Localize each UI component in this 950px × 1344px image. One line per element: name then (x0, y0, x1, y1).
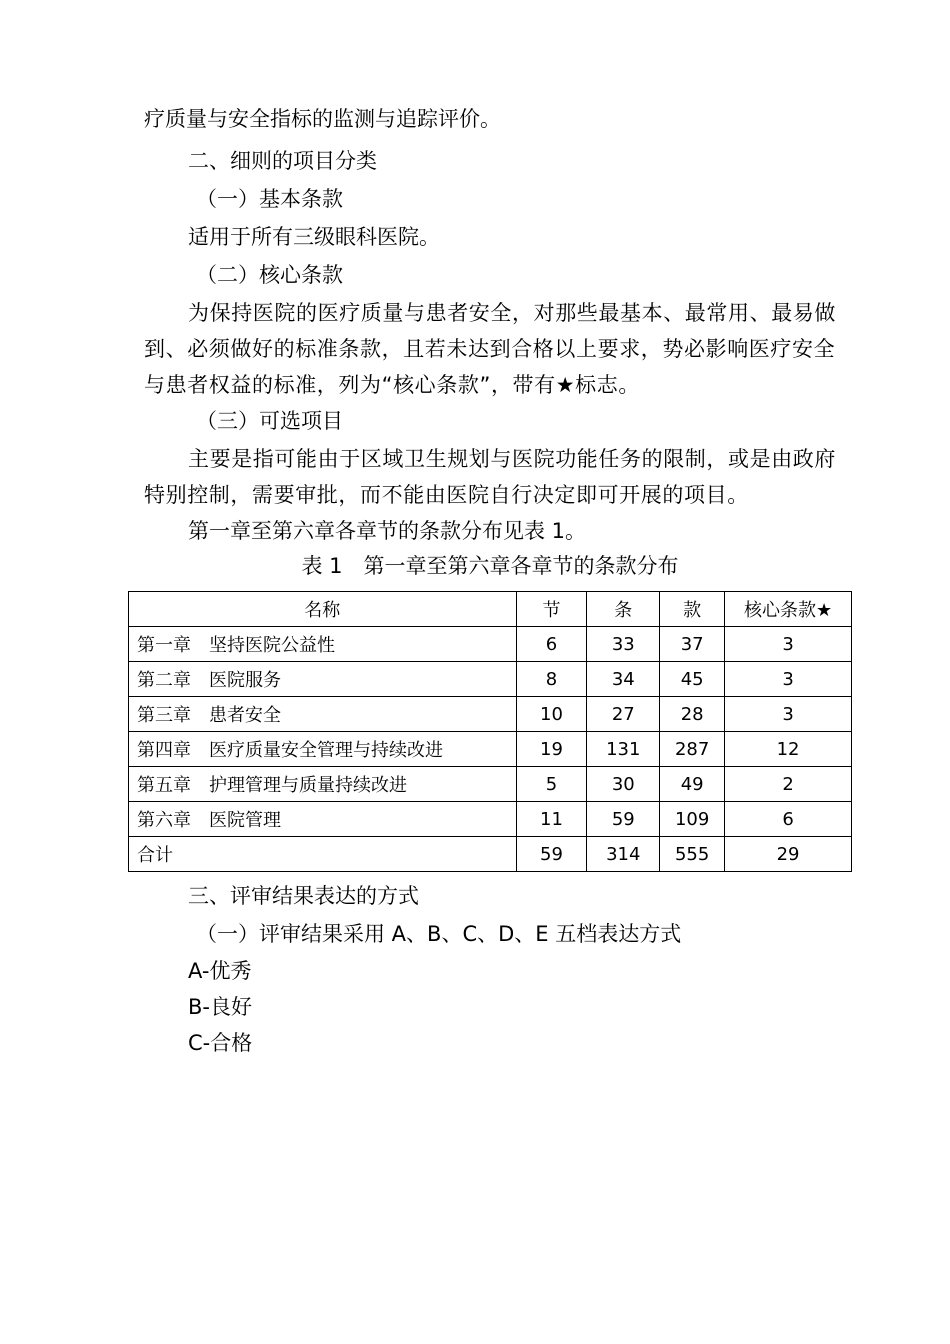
row-clauses: 28 (660, 697, 725, 732)
row-articles: 131 (587, 732, 660, 767)
row-name: 第三章 患者安全 (129, 697, 517, 732)
subheading-basic-clauses: （一）基本条款 (196, 187, 343, 211)
core-clauses-paragraph: 为保持医院的医疗质量与患者安全，对那些最基本、最常用、最易做到、必须做好的标准条款，且若未达到合格以上要求，势必影响医疗安全与患者权益的标准，列为“核心条款”，带有★标志。 (144, 301, 836, 397)
row-sections: 11 (516, 802, 587, 837)
row-name: 第一章 坚持医院公益性 (129, 627, 517, 662)
grade-item: A-优秀 (188, 959, 252, 983)
row-name: 第二章 医院服务 (129, 662, 517, 697)
section-heading-result-expression: 三、评审结果表达的方式 (188, 884, 419, 908)
total-label: 合计 (129, 837, 517, 872)
row-sections: 8 (516, 662, 587, 697)
row-articles: 33 (587, 627, 660, 662)
intro-tail-text: 疗质量与安全指标的监测与追踪评价。 (144, 107, 501, 131)
subheading-optional-items: （三）可选项目 (196, 409, 343, 433)
row-name: 第五章 护理管理与质量持续改进 (129, 767, 517, 802)
header-name: 名称 (129, 592, 517, 627)
table-total-row (129, 837, 852, 872)
row-articles: 27 (587, 697, 660, 732)
header-clauses: 款 (660, 592, 725, 627)
header-articles: 条 (587, 592, 660, 627)
optional-items-paragraph: 主要是指可能由于区域卫生规划与医院功能任务的限制，或是由政府特别控制，需要审批，而不能由医院自行决定即可开展的项目。 (144, 447, 836, 507)
table-row (129, 802, 852, 837)
table-row (129, 697, 852, 732)
row-clauses: 37 (660, 627, 725, 662)
row-sections: 6 (516, 627, 587, 662)
total-sections: 59 (516, 837, 587, 872)
subheading-core-clauses: （二）核心条款 (196, 263, 343, 287)
row-clauses: 45 (660, 662, 725, 697)
row-articles: 34 (587, 662, 660, 697)
row-clauses: 109 (660, 802, 725, 837)
header-core-clauses: 核心条款★ (725, 592, 852, 627)
row-core-clauses: 2 (725, 767, 852, 802)
row-sections: 5 (516, 767, 587, 802)
row-name: 第六章 医院管理 (129, 802, 517, 837)
table-row (129, 662, 852, 697)
row-core-clauses: 3 (725, 697, 852, 732)
table-caption: 表 1 第一章至第六章各章节的条款分布 (301, 554, 679, 578)
row-clauses: 49 (660, 767, 725, 802)
basic-clauses-text: 适用于所有三级眼科医院。 (188, 225, 440, 249)
row-core-clauses: 6 (725, 802, 852, 837)
grade-item: C-合格 (188, 1031, 253, 1055)
row-clauses: 287 (660, 732, 725, 767)
row-sections: 19 (516, 732, 587, 767)
header-sections: 节 (516, 592, 587, 627)
grade-item: B-良好 (188, 995, 252, 1019)
table-row (129, 732, 852, 767)
table-header-row (129, 592, 852, 627)
row-sections: 10 (516, 697, 587, 732)
subheading-five-grades: （一）评审结果采用 A、B、C、D、E 五档表达方式 (196, 922, 682, 946)
row-core-clauses: 3 (725, 627, 852, 662)
table-row (129, 767, 852, 802)
clause-distribution-table (128, 591, 852, 872)
row-core-clauses: 12 (725, 732, 852, 767)
total-articles: 314 (587, 837, 660, 872)
row-articles: 30 (587, 767, 660, 802)
total-clauses: 555 (660, 837, 725, 872)
row-core-clauses: 3 (725, 662, 852, 697)
table-reference-text: 第一章至第六章各章节的条款分布见表 1。 (188, 519, 587, 543)
total-core-clauses: 29 (725, 837, 852, 872)
section-heading-item-classification: 二、细则的项目分类 (188, 149, 377, 173)
row-articles: 59 (587, 802, 660, 837)
row-name: 第四章 医疗质量安全管理与持续改进 (129, 732, 517, 767)
table-row (129, 627, 852, 662)
